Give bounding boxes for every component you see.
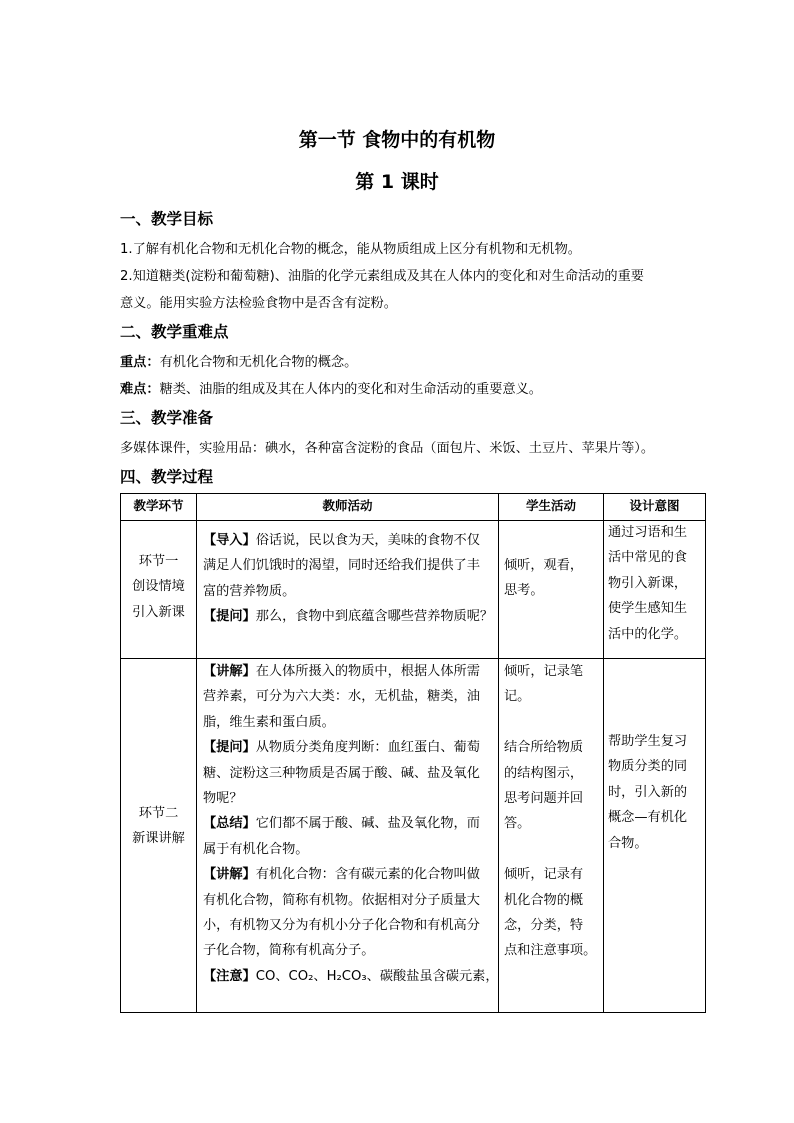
- row2-design-intent: [608, 729, 704, 856]
- row1-stage: [120, 549, 197, 625]
- row2-teacher-text: 从物质分类角度判断：血红蛋白、葡萄: [255, 740, 480, 756]
- lesson-subtitle: 第 1 课时: [355, 171, 439, 193]
- difficult-point: [120, 378, 542, 397]
- row2-teacher-line: 有机化合物，简称有机物。依据相对分子质量大: [203, 892, 480, 908]
- row2-teacher-text: 它们都不属于酸、碱、盐及氧化物，而: [255, 816, 480, 832]
- row1-teacher-text: 那么，食物中到底蕴含哪些营养物质呢？: [255, 609, 494, 625]
- table-header-student: 学生活动: [525, 498, 576, 513]
- key-point-text: 有机化合物和无机化合物的概念。: [159, 355, 358, 370]
- section-heading-process: 四、教学过程: [120, 468, 214, 486]
- row2-student-line: 结合所给物质: [504, 740, 584, 756]
- row1-teacher-line: [203, 604, 495, 629]
- row2-teacher-text: 有机化合物：含有碳元素的化合物叫做: [255, 867, 480, 883]
- page-title: 第一节 食物中的有机物: [298, 129, 496, 151]
- row1-student-activity: [504, 553, 602, 604]
- row1-stage-line: 创设情境: [132, 579, 185, 595]
- row2-student-line: 点和注意事项。: [504, 943, 597, 959]
- objective-line-3: 意义。能用实验方法检验食物中是否含有淀粉。: [120, 296, 397, 311]
- row2-student-line: 机化合物的概: [504, 892, 584, 908]
- row2-teacher-line: 小，有机物又分为有机小分子化合物和有机高分: [203, 918, 480, 934]
- section-heading-objectives: 一、教学目标: [120, 210, 214, 228]
- row2-intent-line: 物质分类的同: [608, 759, 688, 775]
- row1-intent-line: 使学生感知生: [608, 601, 688, 617]
- row2-teacher-line: [203, 659, 495, 684]
- row2-intent-line: 合物。: [608, 835, 648, 851]
- row2-student-activity: [504, 659, 602, 964]
- row2-student-line: 思考问题并回: [504, 791, 584, 807]
- row1-design-intent: [608, 520, 704, 647]
- difficult-point-text: 糖类、油脂的组成及其在人体内的变化和对生命活动的重要意义。: [159, 382, 542, 397]
- row2-stage: [120, 801, 197, 852]
- row2-teacher-line: 糖、淀粉这三种物质是否属于酸、碱、盐及氧化: [203, 765, 480, 781]
- intro-tag: 【导入】: [203, 533, 256, 548]
- row2-intent-line: 帮助学生复习: [608, 734, 688, 749]
- lecture-tag: 【讲解】: [203, 664, 256, 679]
- objective-line-1: 1.了解有机化合物和无机化合物的概念，能从物质组成上区分有机物和无机物。: [120, 242, 581, 257]
- row1-student-line: 倾听，观看，: [504, 558, 584, 573]
- row2-teacher-text: 在人体所摄入的物质中，根据人体所需: [255, 664, 480, 679]
- table-header-stage: 教学环节: [133, 498, 184, 513]
- row2-student-line: 的结构图示，: [504, 765, 584, 781]
- row1-stage-line: 环节一: [138, 554, 179, 569]
- row1-teacher-line: 富的营养物质。: [203, 583, 296, 599]
- objective-line-2: 2.知道糖类(淀粉和葡萄糖)、油脂的化学元素组成及其在人体内的变化和对生命活动的重要: [120, 269, 644, 284]
- preparation-text: 多媒体课件，实验用品：碘水，各种富含淀粉的食品（面包片、米饭、土豆片、苹果片等）。: [120, 441, 655, 456]
- row2-teacher-text: CO、CO₂、H₂CO₃、碳酸盐虽含碳元素，: [255, 968, 499, 984]
- row2-teacher-line: 营养素，可分为六大类：水，无机盐，糖类，油: [203, 689, 480, 705]
- section-heading-key-points: 二、教学重难点: [120, 323, 229, 341]
- row1-intent-line: 活中的化学。: [608, 626, 688, 642]
- row2-student-spacer: [504, 837, 602, 862]
- row1-teacher-line: [203, 528, 495, 553]
- row2-teacher-activity: [203, 659, 499, 989]
- row2-stage-line: 环节二: [138, 806, 179, 821]
- key-point-label: 重点：: [120, 355, 160, 370]
- row2-student-line: 记。: [504, 689, 531, 705]
- lecture-tag: 【讲解】: [203, 867, 256, 883]
- row1-intent-line: 物引入新课，: [608, 575, 688, 591]
- row2-intent-line: 概念—有机化: [608, 810, 688, 826]
- row2-teacher-line: 子化合物，简称有机高分子。: [203, 943, 375, 959]
- question-tag: 【提问】: [203, 609, 256, 625]
- row1-teacher-text: 俗话说，民以食为天，美味的食物不仅: [255, 533, 480, 548]
- summary-tag: 【总结】: [203, 816, 256, 832]
- row1-intent-line: 活中常见的食: [608, 550, 688, 566]
- row2-teacher-line: 属于有机化合物。: [203, 841, 309, 857]
- row2-teacher-line: [203, 862, 495, 887]
- row2-teacher-line: [203, 735, 495, 760]
- key-point: [120, 351, 357, 370]
- row2-teacher-line: 脂，维生素和蛋白质。: [203, 714, 335, 730]
- row2-student-spacer: [504, 710, 602, 735]
- row1-student-line: 思考。: [504, 583, 544, 599]
- table-border-right: [705, 493, 706, 1013]
- note-tag: 【注意】: [203, 968, 256, 984]
- row2-student-line: 念，分类，特: [504, 918, 584, 934]
- table-header-intent: 设计意图: [629, 498, 680, 513]
- question-tag: 【提问】: [203, 740, 256, 756]
- row2-intent-line: 时，引入新的: [608, 784, 688, 800]
- row1-teacher-activity: [203, 528, 495, 630]
- teaching-process-table: [120, 493, 706, 1013]
- row1-teacher-line: 满足人们饥饿时的渴望，同时还给我们提供了丰: [203, 558, 480, 574]
- table-border-col2: [498, 493, 499, 1013]
- row1-intent-line: 通过习语和生: [608, 525, 688, 540]
- row2-student-line: 倾听，记录有: [504, 867, 584, 883]
- row2-teacher-line: [203, 964, 499, 989]
- row2-teacher-line: 物呢？: [203, 791, 243, 807]
- row1-stage-line: 引入新课: [132, 604, 185, 620]
- row2-teacher-line: [203, 811, 495, 836]
- row2-student-line: 答。: [504, 816, 531, 832]
- difficult-point-label: 难点：: [120, 382, 160, 397]
- table-border-col3: [603, 493, 604, 1013]
- table-header-teacher: 教师活动: [322, 498, 373, 513]
- row2-student-line: 倾听，记录笔: [504, 664, 584, 679]
- row2-stage-line: 新课讲解: [132, 831, 185, 847]
- table-border-bottom: [120, 1012, 706, 1013]
- section-heading-preparation: 三、教学准备: [120, 409, 214, 427]
